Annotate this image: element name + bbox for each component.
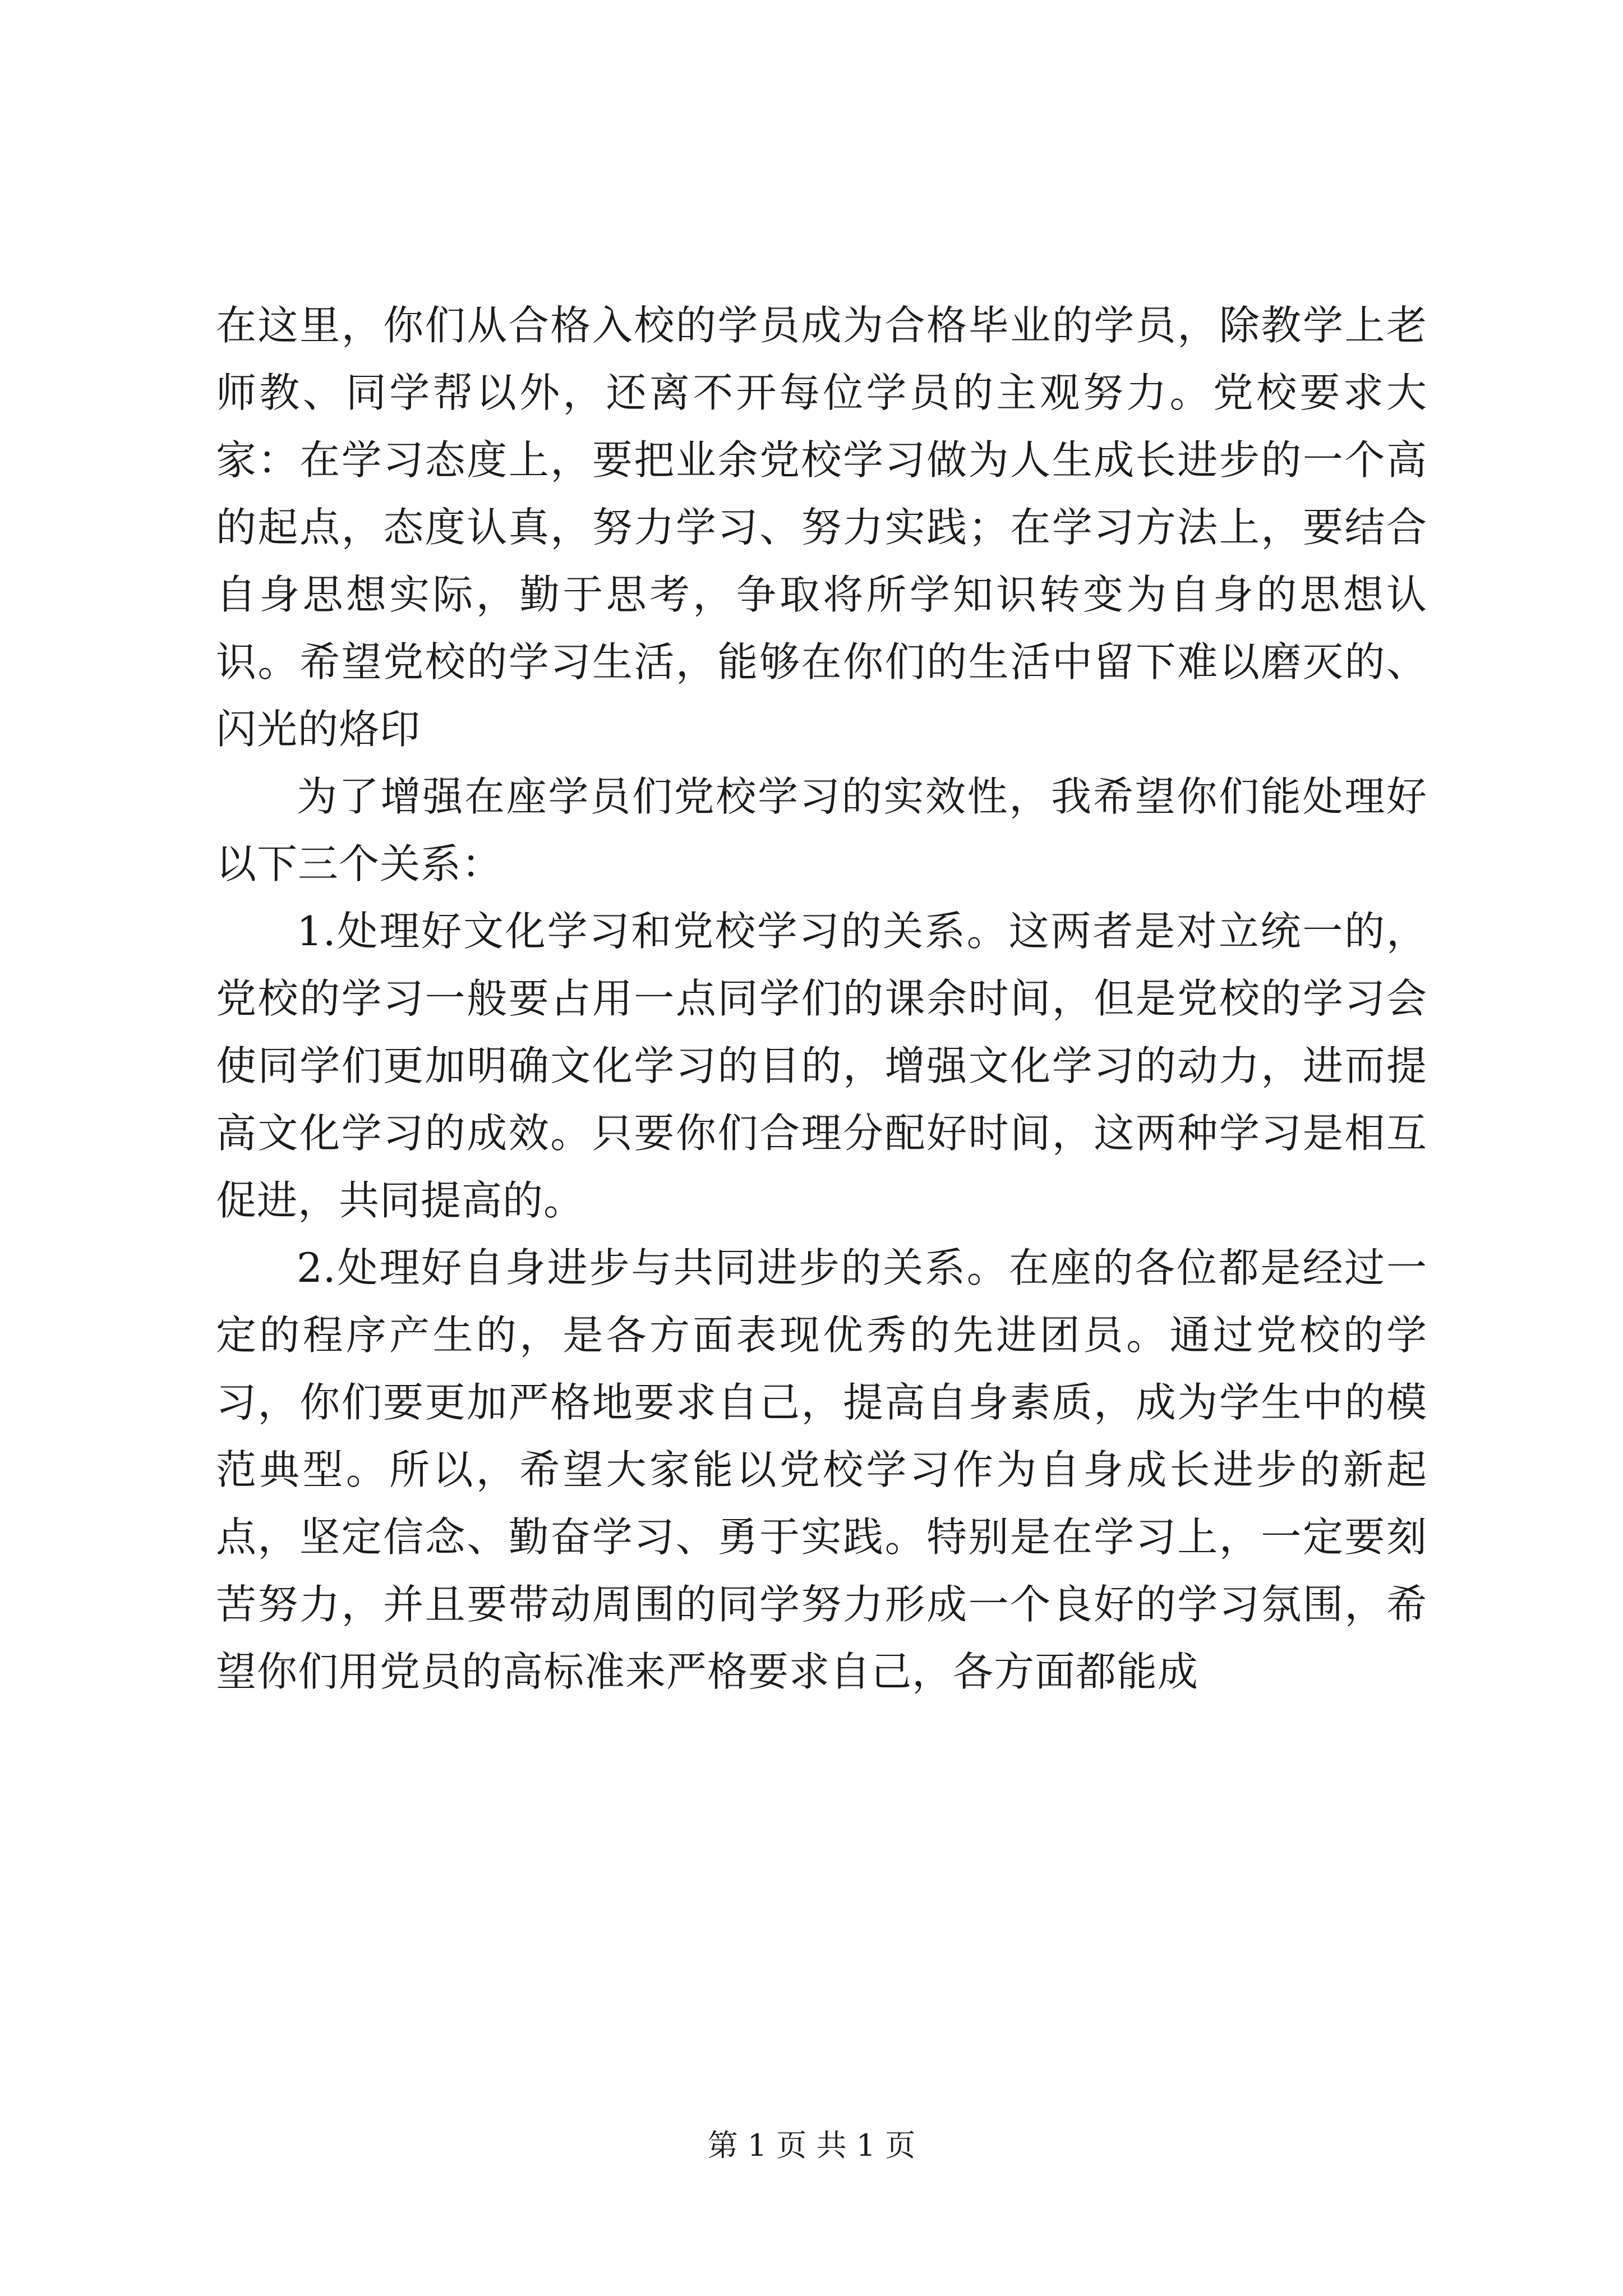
paragraph-continuation: 在这里，你们从合格入校的学员成为合格毕业的学员，除教学上老师教、同学帮以外，还离不开每位学员的主观努力。党校要求大家：在学习态度上，要把业余党校学习做为人生成长进步的一个高的起点，态度认真，努力学习、努力实践；在学习方法上，要结合自身思想实际，勤于思考，争取将所学知识转变为自身的思想认识。希望党校的学习生活，能够在你们的生活中留下难以磨灭的、闪光的烙印 (216, 302, 1427, 753)
paragraph-intro-relations: 为了增强在座学员们党校学习的实效性，我希望你们能处理好以下三个关系： (216, 773, 1427, 887)
paragraph-relation-2: 2.处理好自身进步与共同进步的关系。在座的各位都是经过一定的程序产生的，是各方面表现优秀的先进团员。通过党校的学习，你们要更加严格地要求自己，提高自身素质，成为学生中的模范典型。所以，希望大家能以党校学习作为自身成长进步的新起点，坚定信念、勤奋学习、勇于实践。特别是在学习上，一定要刻苦努力，并且要带动周围的同学努力形成一个良好的学习氛围，希望你们用党员的高标准来严格要求自己，各方面都能成 (216, 1244, 1427, 1695)
paragraph-relation-1: 1.处理好文化学习和党校学习的关系。这两者是对立统一的，党校的学习一般要占用一点同学们的课余时间，但是党校的学习会使同学们更加明确文化学习的目的，增强文化学习的动力，进而提高文化学习的成效。只要你们合理分配好时间，这两种学习是相互促进，共同提高的。 (216, 908, 1427, 1224)
document-body (216, 292, 1427, 1705)
page-footer: 第 1 页 共 1 页 (707, 2128, 916, 2163)
